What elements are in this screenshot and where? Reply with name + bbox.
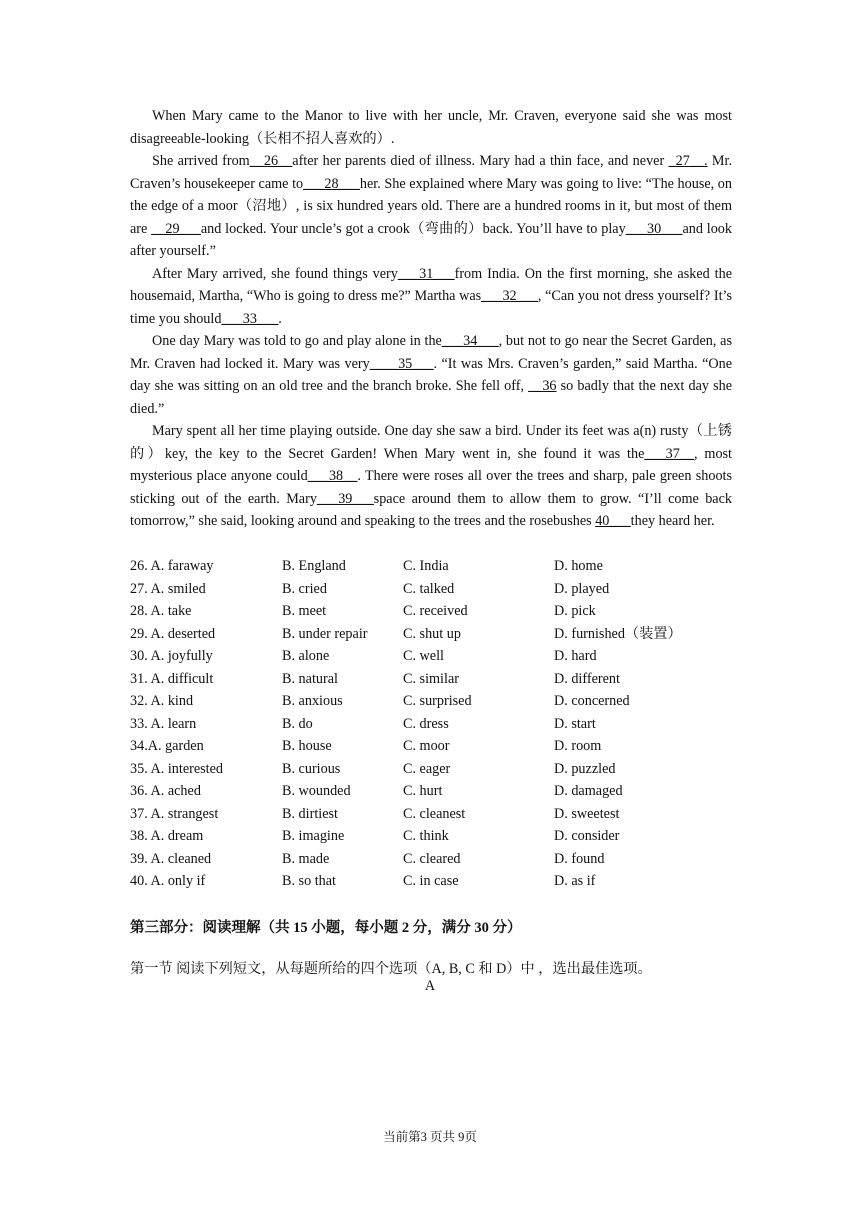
blank-35: ____35___ <box>369 355 434 372</box>
option-d: D. consider <box>554 828 620 844</box>
paragraph-2 <box>130 150 732 263</box>
option-b: B. alone <box>282 648 330 664</box>
option-c: C. hurt <box>403 783 443 799</box>
option-b: B. do <box>282 715 313 732</box>
text: and look after yourself.” <box>130 220 732 259</box>
option-a: 38. A. dream <box>130 828 204 844</box>
option-c: C. shut up <box>403 625 461 642</box>
text: Mr. Craven’s housekeeper came to <box>130 153 733 192</box>
option-d: D. furnished（装置） <box>554 625 682 642</box>
paragraph-5 <box>130 420 732 533</box>
option-d: D. pick <box>554 603 596 619</box>
blank-30: ___30___ <box>625 220 683 237</box>
option-c: C. eager <box>403 760 451 777</box>
text: and locked. Your uncle’s got a crook（弯曲的）back. You’ll have to play <box>200 220 626 237</box>
text: , but not to go near the Secret Garden, as Mr. Craven had locked it. Mary was very <box>130 333 732 372</box>
paragraph-4 <box>130 330 732 420</box>
option-c: C. cleared <box>403 850 461 867</box>
option-b: B. anxious <box>282 693 343 709</box>
blank-37: ___37__ <box>644 445 695 462</box>
blank-29: __29___ <box>151 220 201 237</box>
option-row-29 <box>130 623 740 646</box>
option-c: C. well <box>403 648 444 664</box>
text: space around them to allow them to grow. “I’ll come back tomorrow,” she said, looking around and speaking to the trees and the rosebushes <box>130 490 732 529</box>
blank-31: ___31___ <box>397 265 455 282</box>
option-a: 29. A. deserted <box>130 625 216 642</box>
option-d: D. played <box>554 580 610 597</box>
blank-36: __36 <box>528 378 557 394</box>
blank-32: ___32___ <box>481 288 538 304</box>
option-c: C. dress <box>403 715 449 732</box>
option-c: C. moor <box>403 738 450 754</box>
option-d: D. start <box>554 715 596 732</box>
option-a: 31. A. difficult <box>130 670 214 687</box>
option-row-33 <box>130 713 740 736</box>
option-b: B. under repair <box>282 625 368 642</box>
option-b: B. England <box>282 558 346 574</box>
option-d: D. hard <box>554 648 597 664</box>
text: Mary spent all her time playing outside. One day she saw a bird. Under its feet was a(n) rusty（上锈的）key, the key to the Secret Garden! When Mary went in, she found it was the <box>130 423 732 462</box>
option-d: D. puzzled <box>554 760 616 777</box>
option-row-38 <box>130 825 740 848</box>
option-b: B. cried <box>282 580 327 597</box>
option-row-35 <box>130 758 740 781</box>
option-b: B. made <box>282 850 330 867</box>
option-d: D. as if <box>554 873 596 889</box>
text: . There were roses all over the trees and sharp, pale green shoots sticking out of the earth. Mary <box>130 468 732 507</box>
text: , “Can you not dress yourself? It’s time you should <box>130 288 732 327</box>
option-a: 40. A. only if <box>130 873 206 889</box>
option-d: D. found <box>554 850 605 867</box>
answer-options <box>130 555 740 893</box>
page-footer: 当前第3 页共 9页 <box>383 1130 477 1144</box>
option-b: B. house <box>282 738 332 754</box>
option-row-28 <box>130 600 740 623</box>
option-row-26 <box>130 555 740 578</box>
paragraph-1: When Mary came to the Manor to live with her uncle, Mr. Craven, everyone said she was most disagreeable-looking（长相不招人喜欢的）. <box>130 108 732 147</box>
option-c: C. received <box>403 603 468 619</box>
blank-26: __26__ <box>249 153 293 169</box>
text: . <box>278 310 282 327</box>
option-a: 35. A. interested <box>130 760 223 777</box>
option-row-32 <box>130 690 740 713</box>
option-a: 30. A. joyfully <box>130 648 213 664</box>
option-a: 39. A. cleaned <box>130 850 212 867</box>
option-c: C. cleanest <box>403 805 466 822</box>
option-c: C. think <box>403 828 449 844</box>
paragraph-3 <box>130 263 732 331</box>
text: after her parents died of illness. Mary had a thin face, and never <box>292 153 665 169</box>
option-row-39 <box>130 848 740 871</box>
section-title: 第三部分：阅读理解（共 15 小题，每小题 2 分，满分 30 分） <box>130 920 522 936</box>
option-c: C. in case <box>403 873 459 889</box>
blank-39: ___39___ <box>316 490 374 507</box>
option-row-34 <box>130 735 740 758</box>
option-c: C. talked <box>403 580 455 597</box>
option-d: D. home <box>554 558 603 574</box>
text: . “It was Mrs. Craven’s garden,” said Martha. “One day she was sitting on an old tree and the branch broke. She fell off, <box>130 355 732 394</box>
blank-40: 40___ <box>595 513 631 529</box>
option-a: 27. A. smiled <box>130 580 206 597</box>
cloze-passage <box>130 105 732 533</box>
option-b: B. meet <box>282 603 327 619</box>
option-row-31 <box>130 668 740 691</box>
option-a: 26. A. faraway <box>130 558 214 574</box>
text: One day Mary was told to go and play alone in the <box>152 333 442 349</box>
blank-34: ___34___ <box>441 333 499 349</box>
option-row-30 <box>130 645 740 668</box>
option-b: B. curious <box>282 760 341 777</box>
option-row-36 <box>130 780 740 803</box>
option-d: D. room <box>554 738 602 754</box>
text: they heard her. <box>630 513 715 529</box>
option-d: D. sweetest <box>554 805 620 822</box>
option-d: D. concerned <box>554 693 630 709</box>
text: After Mary arrived, she found things very <box>152 265 398 282</box>
section-instructions: 第一节 阅读下列短文，从每题所给的四个选项（A, B, C 和 D）中 ，选出最佳选项。 <box>130 961 652 977</box>
option-row-27 <box>130 578 740 601</box>
option-row-40 <box>130 870 740 893</box>
text: She arrived from <box>152 153 250 169</box>
passage-letter: A <box>424 978 436 994</box>
text: her. She explained where Mary was going to live: “The house, on the edge of a moor（沼地）, is six hundred years old. There are a hundred rooms in it, but most of them are <box>130 175 732 237</box>
option-row-37 <box>130 803 740 826</box>
option-a: 28. A. take <box>130 603 192 619</box>
option-c: C. similar <box>403 670 459 687</box>
option-d: D. different <box>554 670 620 687</box>
option-b: B. imagine <box>282 828 345 844</box>
option-b: B. natural <box>282 670 338 687</box>
option-a: 32. A. kind <box>130 693 194 709</box>
option-b: B. wounded <box>282 783 351 799</box>
blank-38: ___38__ <box>307 468 358 484</box>
option-d: D. damaged <box>554 783 623 799</box>
option-b: B. dirtiest <box>282 805 338 822</box>
option-b: B. so that <box>282 873 336 889</box>
blank-27: _27__. <box>668 153 708 169</box>
blank-33: ___33___ <box>221 310 279 327</box>
text: so badly that the next day she died.” <box>130 378 732 417</box>
option-a: 36. A. ached <box>130 783 201 799</box>
option-c: C. surprised <box>403 693 472 709</box>
option-a: 34.A. garden <box>130 738 204 754</box>
blank-28: ___28___ <box>303 175 360 192</box>
option-a: 33. A. learn <box>130 715 197 732</box>
text: , most mysterious place anyone could <box>130 445 732 484</box>
option-a: 37. A. strangest <box>130 805 219 822</box>
option-c: C. India <box>403 558 449 574</box>
text: from India. On the first morning, she asked the housemaid, Martha, “Who is going to dress me?” Martha was <box>130 265 732 304</box>
